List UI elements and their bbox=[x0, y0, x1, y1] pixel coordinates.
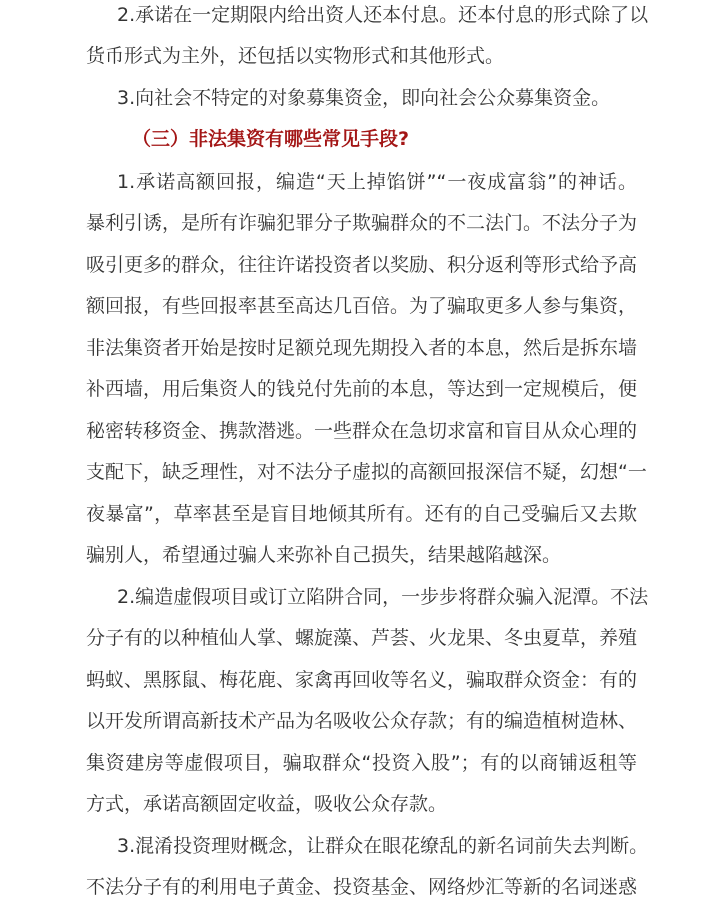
paragraph-line: 支配下，缺乏理性，对不法分子虚拟的高额回报深信不疑，幻想“一 bbox=[86, 461, 647, 483]
paragraph-line: 补西墙，用后集资人的钱兑付先前的本息，等达到一定规模后，便 bbox=[86, 378, 638, 400]
paragraph-line: 3.混淆投资理财概念，让群众在眼花缭乱的新名词前失去判断。 bbox=[117, 835, 649, 857]
paragraph-line: 蚂蚁、黑豚鼠、梅花鹿、家禽再回收等名义，骗取群众资金：有的 bbox=[86, 669, 638, 691]
section-heading: （三）非法集资有哪些常见手段? bbox=[132, 128, 410, 150]
paragraph-line: 不法分子有的利用电子黄金、投资基金、网络炒汇等新的名词迷惑 bbox=[86, 876, 638, 898]
paragraph-line: 集资建房等虚假项目，骗取群众“投资入股”；有的以商铺返租等 bbox=[86, 752, 637, 774]
paragraph-line: 2.承诺在一定期限内给出资人还本付息。还本付息的形式除了以 bbox=[117, 4, 649, 26]
paragraph-line: 额回报，有些回报率甚至高达几百倍。为了骗取更多人参与集资， bbox=[86, 295, 638, 317]
paragraph-line: 分子有的以种植仙人掌、螺旋藻、芦荟、火龙果、冬虫夏草，养殖 bbox=[86, 627, 638, 649]
paragraph-line: 1.承诺高额回报，编造“天上掉馅饼”“一夜成富翁”的神话。 bbox=[117, 171, 637, 193]
paragraph-line: 暴利引诱，是所有诈骗犯罪分子欺骗群众的不二法门。不法分子为 bbox=[86, 212, 638, 234]
paragraph-line: 方式，承诺高额固定收益，吸收公众存款。 bbox=[86, 793, 448, 815]
paragraph-line: 吸引更多的群众，往往许诺投资者以奖励、积分返利等形式给予高 bbox=[86, 254, 638, 276]
paragraph-line: 骗别人，希望通过骗人来弥补自己损失，结果越陷越深。 bbox=[86, 544, 562, 566]
paragraph-line: 非法集资者开始是按时足额兑现先期投入者的本息，然后是拆东墙 bbox=[86, 337, 638, 359]
paragraph-line: 以开发所谓高新技术产品为名吸收公众存款；有的编造植树造林、 bbox=[86, 710, 638, 732]
paragraph-line: 货币形式为主外，还包括以实物形式和其他形式。 bbox=[86, 45, 505, 67]
paragraph-line: 夜暴富”，草率甚至是盲目地倾其所有。还有的自己受骗后又去欺 bbox=[86, 503, 637, 525]
paragraph-line: 2.编造虚假项目或订立陷阱合同，一步步将群众骗入泥潭。不法 bbox=[117, 586, 649, 608]
paragraph-line: 秘密转移资金、携款潜逃。一些群众在急切求富和盲目从众心理的 bbox=[86, 420, 638, 442]
paragraph-line: 3.向社会不特定的对象募集资金，即向社会公众募集资金。 bbox=[117, 87, 611, 109]
